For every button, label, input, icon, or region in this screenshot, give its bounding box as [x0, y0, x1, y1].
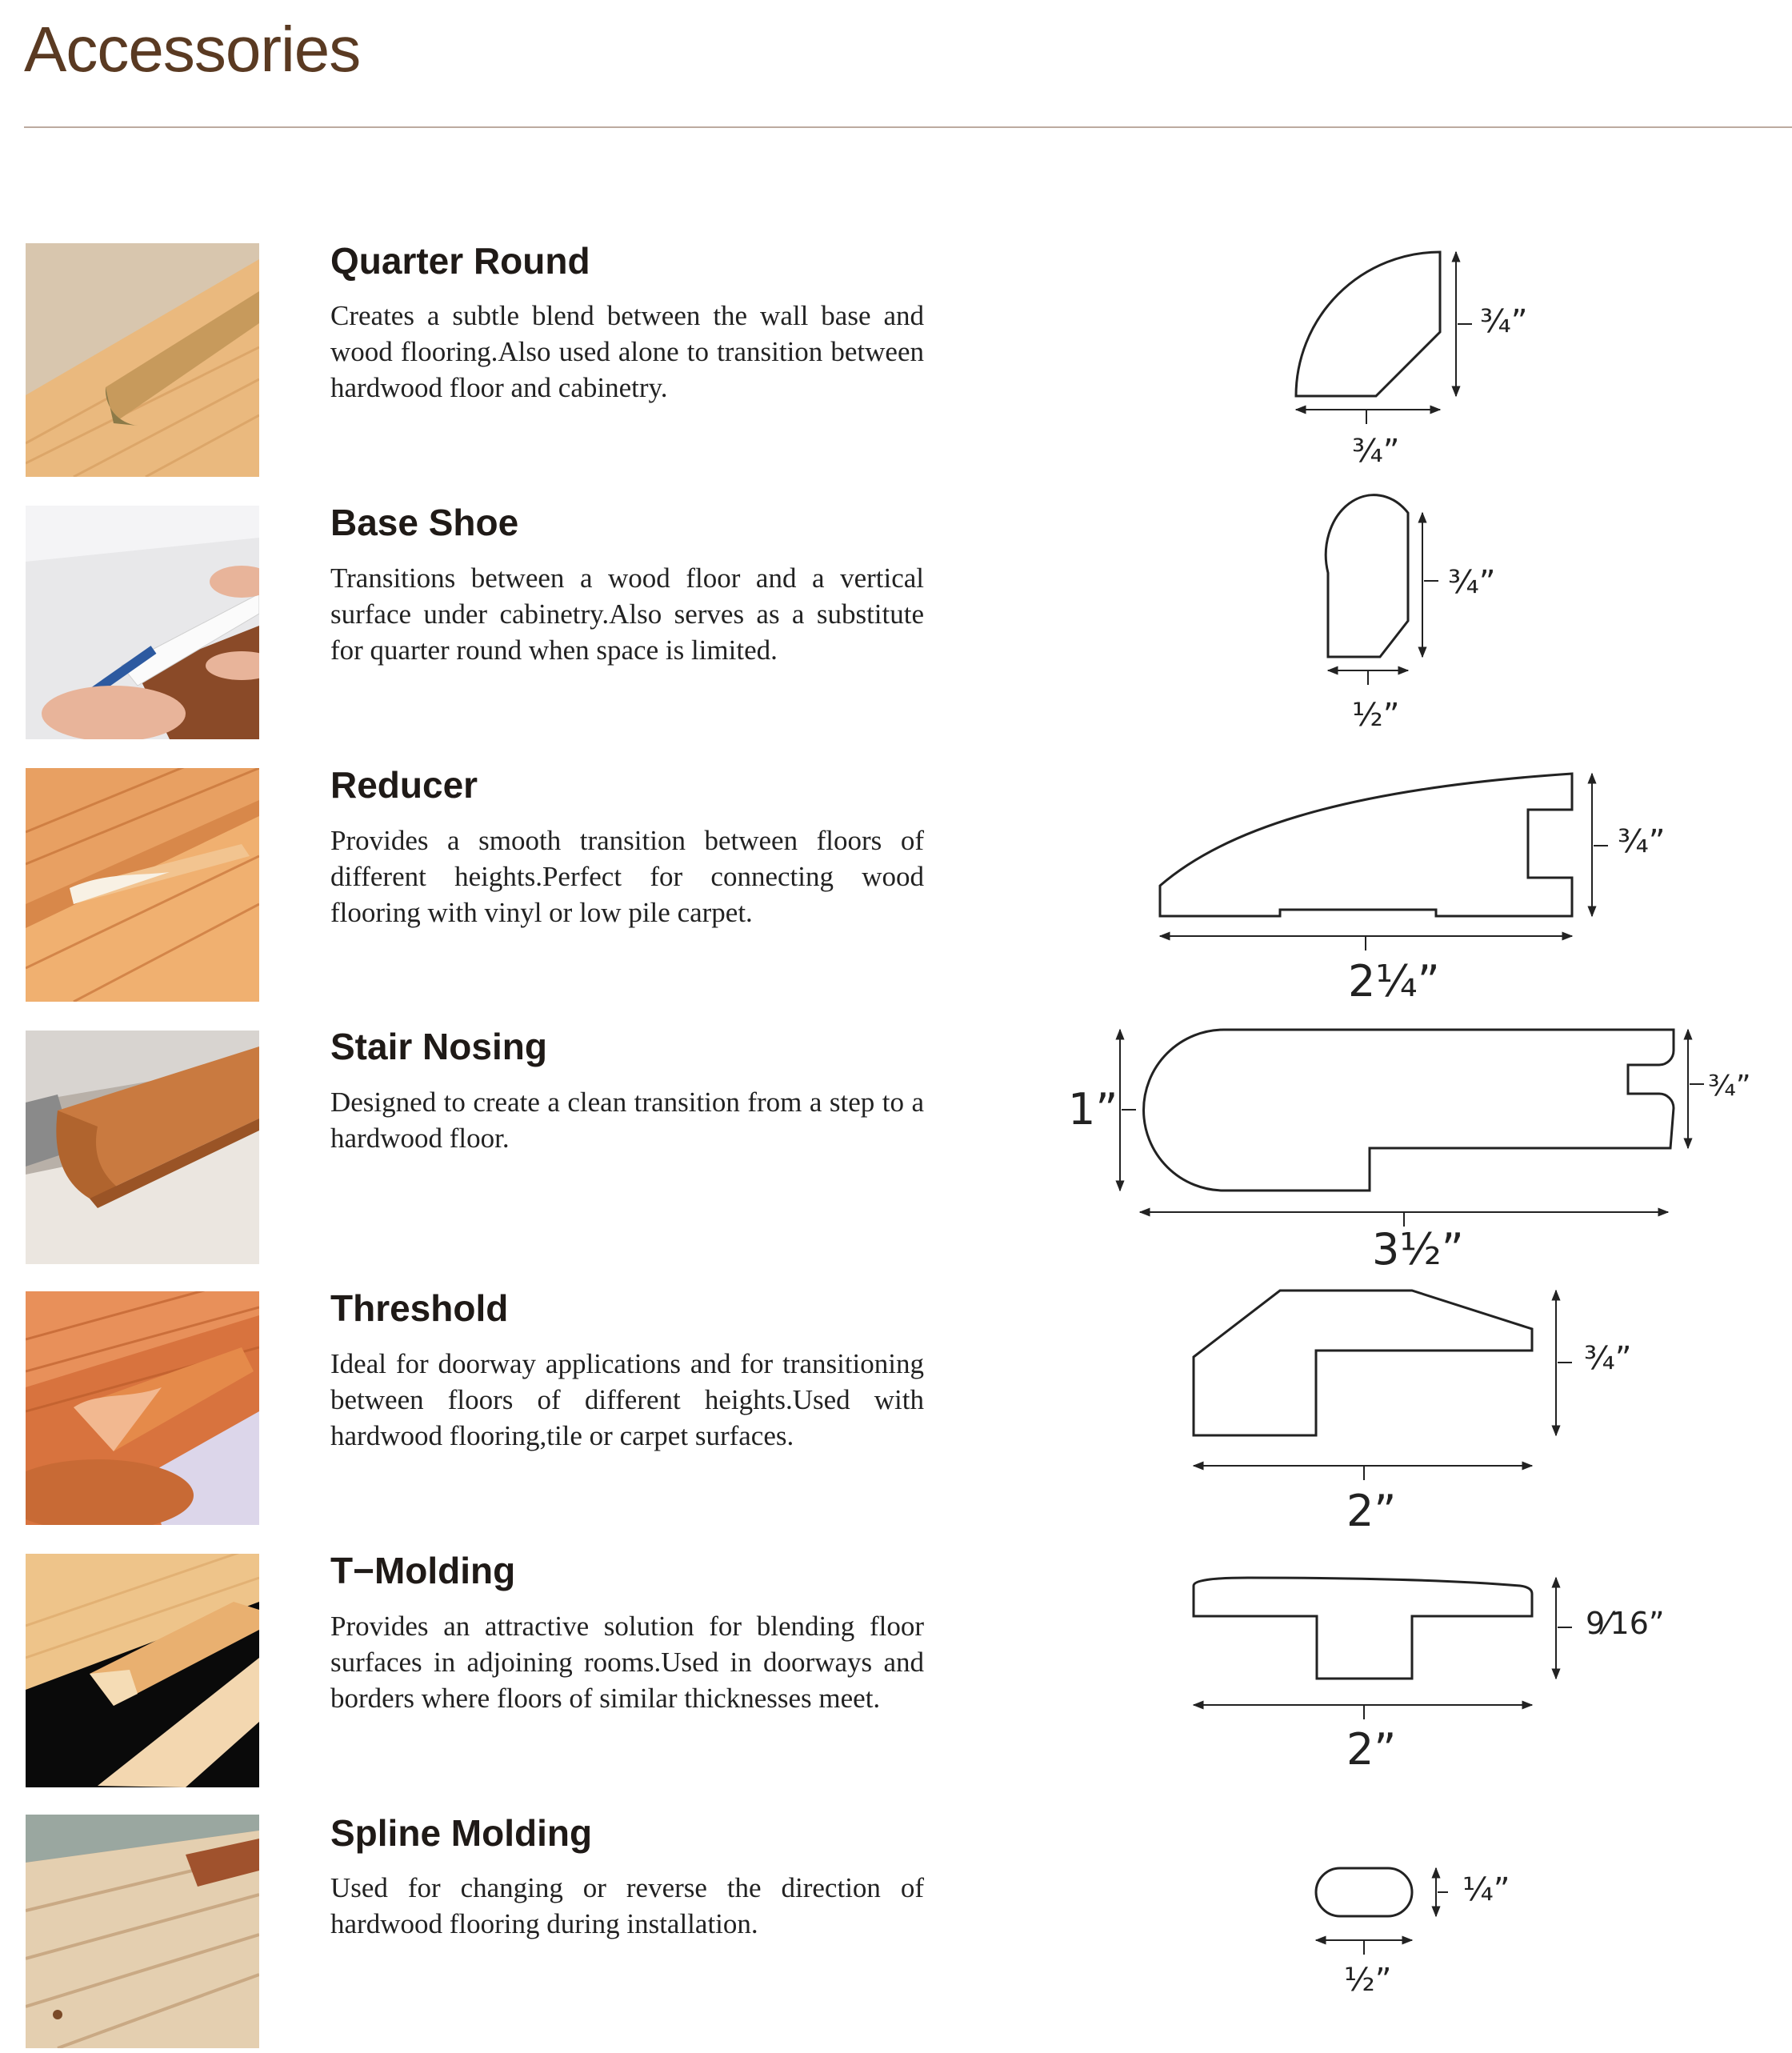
item-description: Ideal for doorway applications and for transitioning between floors of different heights.Used with hardwood flooring,tile or carpet surfaces.	[330, 1348, 924, 1451]
threshold-photo	[26, 1291, 259, 1525]
stair-nosing-profile-diagram	[1104, 1020, 1760, 1220]
dimension-width: 3½”	[1372, 1224, 1464, 1275]
dimension-total-height: 1”	[1068, 1084, 1118, 1135]
dimension-height: ¾”	[1584, 1340, 1632, 1377]
quarter-round-photo	[26, 243, 259, 477]
item-description: Creates a subtle blend between the wall base and wood flooring.Also used alone to transition between hardwood floor and cabinetry.	[330, 300, 924, 403]
page-title: Accessories	[24, 14, 361, 85]
stair-nosing-photo	[26, 1031, 259, 1264]
threshold-profile-diagram	[1184, 1287, 1632, 1479]
item-title: Reducer	[330, 764, 478, 806]
dimension-height: ¼”	[1462, 1871, 1510, 1908]
dimension-height: ¾”	[1708, 1070, 1751, 1103]
item-title: Stair Nosing	[330, 1026, 547, 1067]
reducer-photo	[26, 768, 259, 1002]
dimension-width: ½”	[1352, 697, 1400, 734]
item-title: Spline Molding	[330, 1812, 593, 1854]
dimension-width: 2”	[1346, 1724, 1397, 1775]
base-shoe-photo	[26, 506, 259, 739]
dimension-width: 2¼”	[1348, 956, 1440, 1006]
dimension-height: ¾”	[1618, 823, 1666, 860]
item-title: Threshold	[330, 1287, 509, 1329]
reducer-profile-diagram	[1156, 770, 1636, 954]
item-description: Used for changing or reverse the direction of hardwood flooring during installation.	[330, 1872, 924, 1939]
item-description: Designed to create a clean transition from a step to a hardwood floor.	[330, 1087, 924, 1154]
dimension-height: 9⁄16”	[1586, 1606, 1665, 1641]
item-description: Provides an attractive solution for blending floor surfaces in adjoining rooms.Used in doorways and borders where floors of similar thicknesses meet.	[330, 1611, 924, 1714]
dimension-width: 2”	[1346, 1486, 1397, 1536]
item-description: Transitions between a wood floor and a vertical surface under cabinetry.Also serves as a substitute for quarter round when space is limited.	[330, 562, 924, 666]
t-molding-photo	[26, 1554, 259, 1787]
dimension-width: ¾”	[1352, 433, 1400, 470]
dimension-height: ¾”	[1480, 303, 1528, 340]
title-divider	[24, 126, 1792, 128]
dimension-height: ¾”	[1448, 564, 1496, 601]
item-title: Base Shoe	[330, 502, 519, 543]
t-molding-profile-diagram	[1184, 1571, 1632, 1731]
item-title: Quarter Round	[330, 240, 590, 282]
spline-molding-profile-diagram	[1312, 1864, 1472, 1968]
spline-molding-photo	[26, 1815, 259, 2048]
item-description: Provides a smooth transition between floors of different heights.Perfect for connecting wood flooring with vinyl or low pile carpet.	[330, 825, 924, 928]
item-title: T−Molding	[330, 1550, 516, 1591]
dimension-width: ½”	[1344, 1962, 1392, 1999]
